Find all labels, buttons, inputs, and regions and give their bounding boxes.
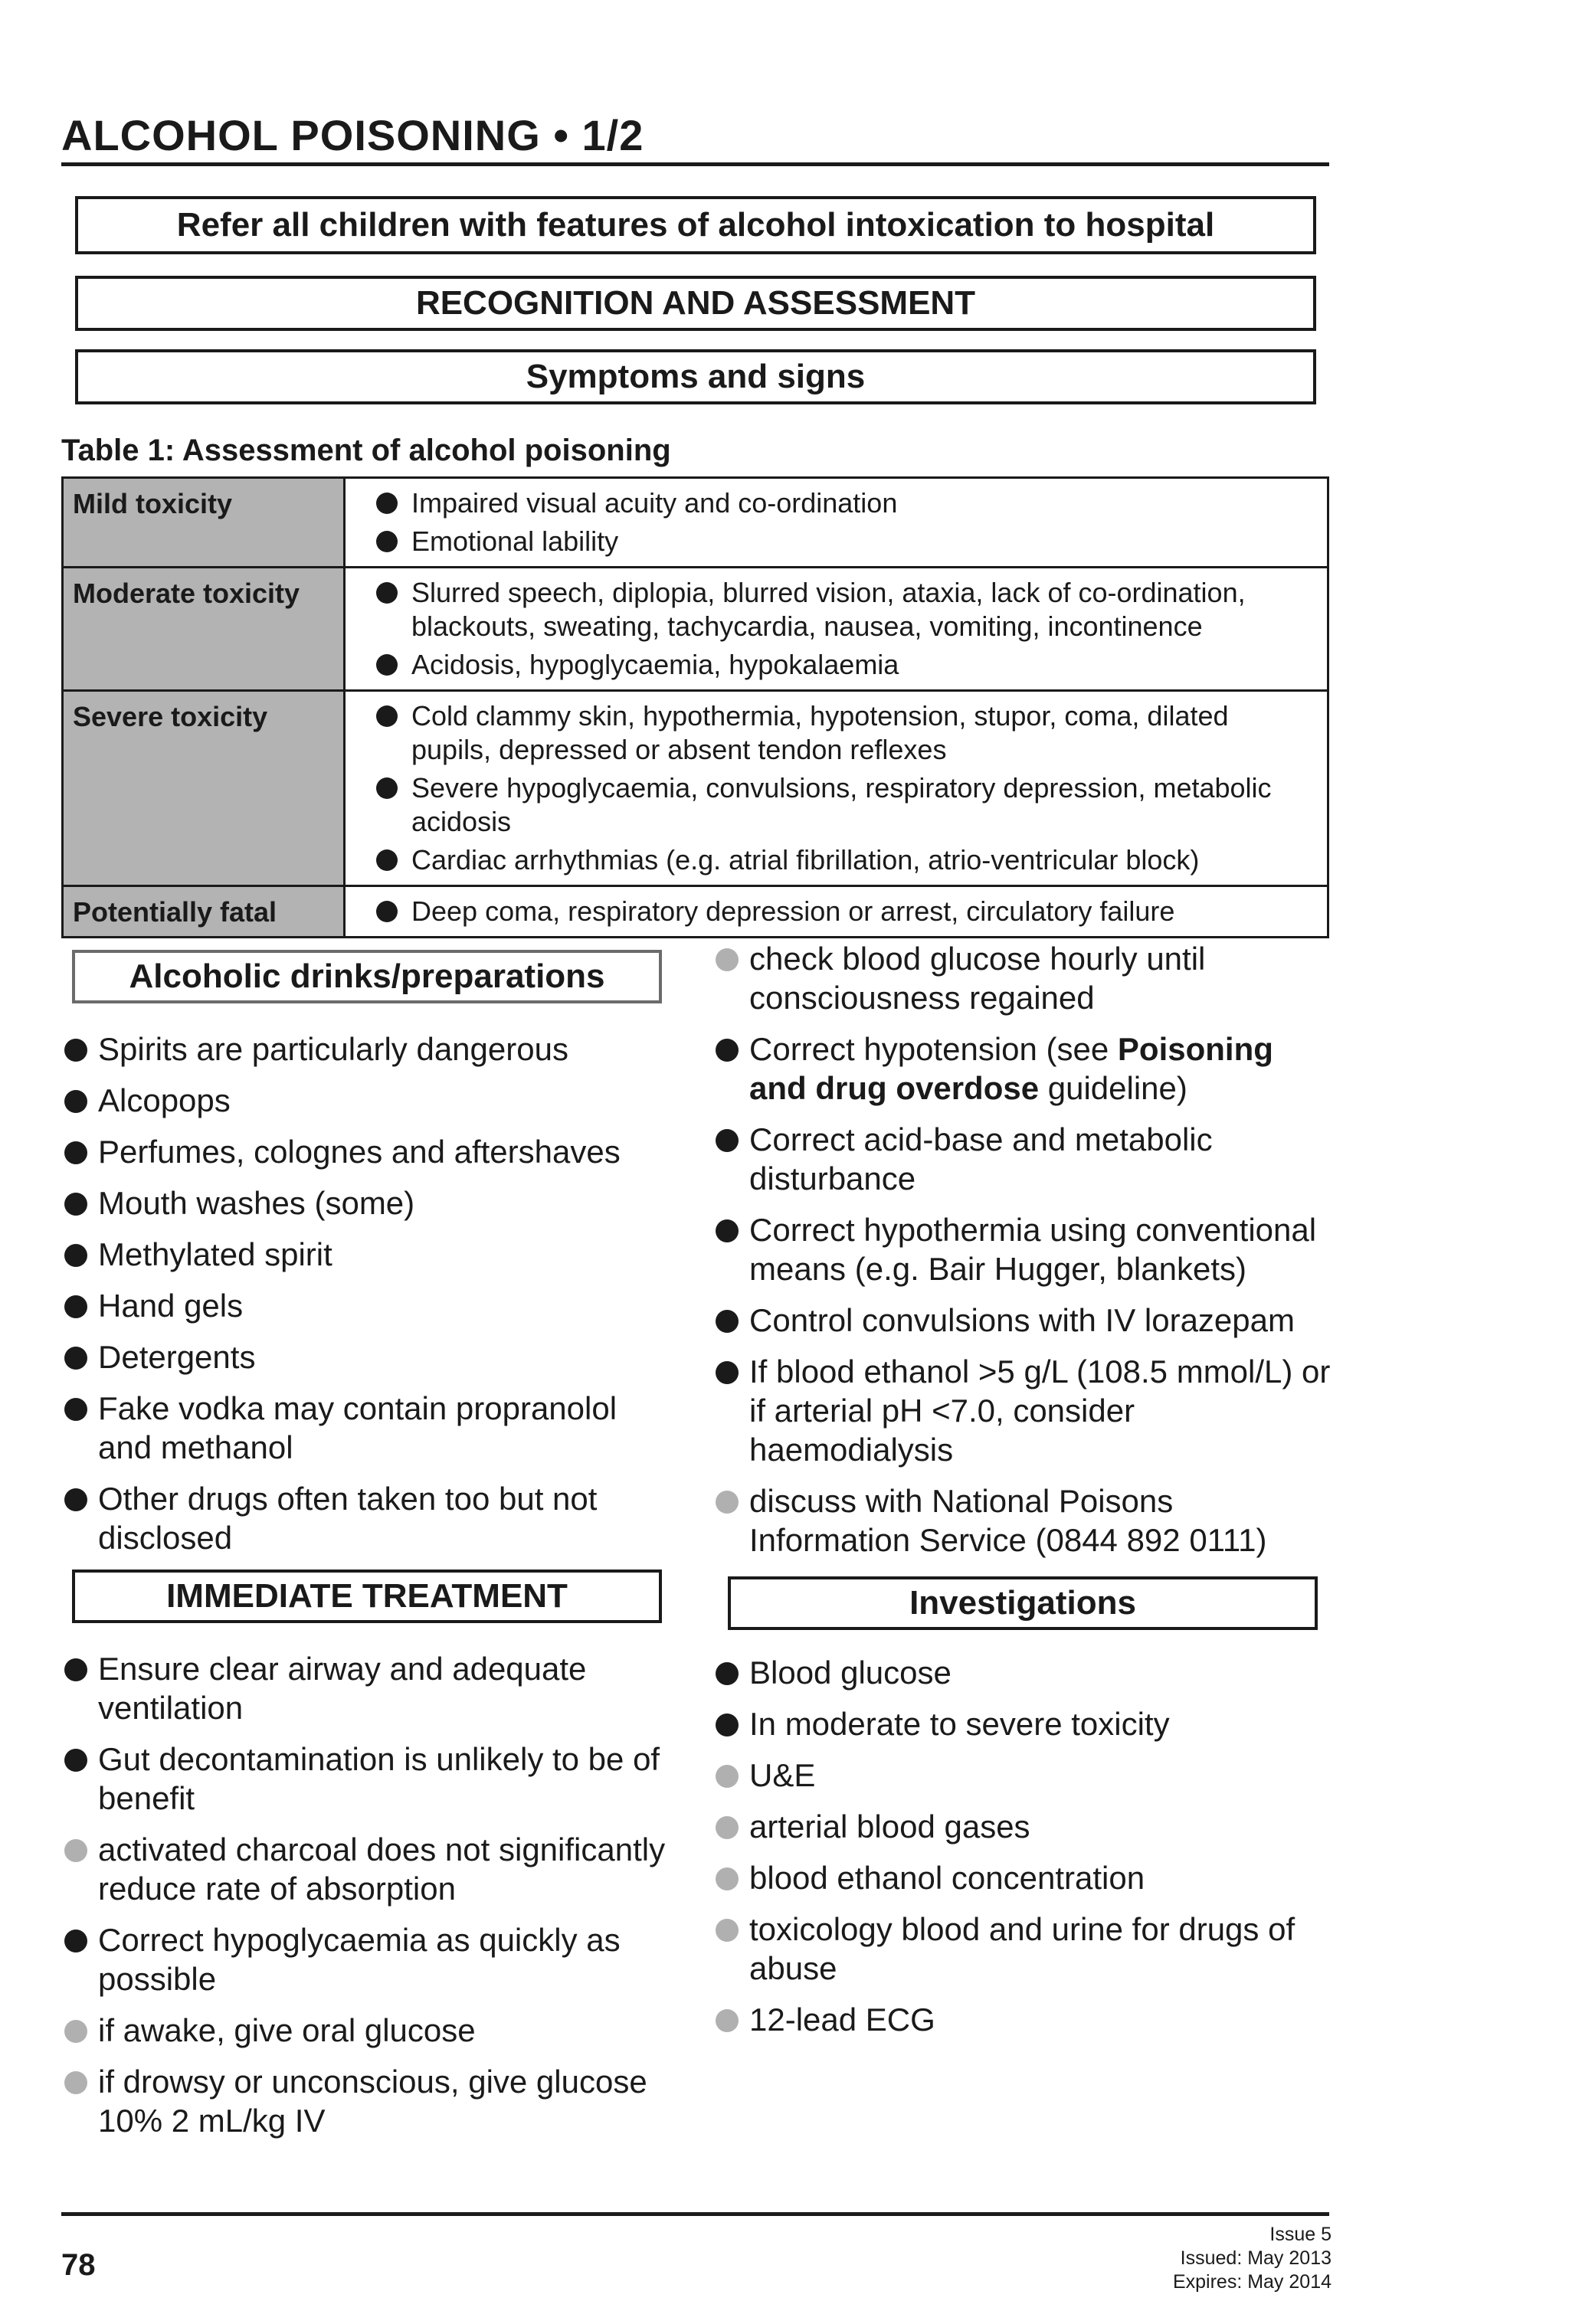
bullet-icon xyxy=(716,1491,739,1514)
footer-divider xyxy=(61,2212,1329,2216)
row-label: Mild toxicity xyxy=(64,479,346,566)
issue-info xyxy=(1173,2223,1332,2294)
bullet-icon xyxy=(64,2020,87,2043)
list-item: If blood ethanol >5 g/L (108.5 mmol/L) or if arterial pH <7.0, consider haemodialysis xyxy=(712,1352,1333,1469)
list-item: Mouth washes (some) xyxy=(61,1183,674,1223)
left-column xyxy=(61,950,674,2152)
expiry-date: Expires: May 2014 xyxy=(1172,2271,1332,2293)
bullet-icon xyxy=(716,1129,739,1152)
bullet-icon xyxy=(716,1310,739,1333)
guideline-reference: Poisoning and drug overdose xyxy=(749,1031,1273,1106)
bullet-icon xyxy=(376,705,398,727)
bullet-icon xyxy=(716,1361,739,1384)
bullet-icon xyxy=(716,948,739,971)
bullet-icon xyxy=(716,1714,739,1736)
bullet-icon xyxy=(64,1295,87,1318)
investigations-heading: Investigations xyxy=(728,1576,1318,1630)
bullet-icon xyxy=(376,531,398,552)
treatment-continued-list xyxy=(712,939,1333,1560)
row-label: Severe toxicity xyxy=(64,692,346,885)
immediate-treatment-heading: IMMEDIATE TREATMENT xyxy=(72,1570,662,1623)
list-item: Other drugs often taken too but not disclosed xyxy=(61,1479,674,1557)
table-item: Severe hypoglycaemia, convulsions, respiratory depression, metabolic acidosis xyxy=(376,771,1312,839)
row-label: Potentially fatal xyxy=(64,887,346,936)
table-item: Deep coma, respiratory depression or arrest, circulatory failure xyxy=(376,895,1312,928)
list-subitem: discuss with National Poisons Information Service (0844 892 0111) xyxy=(712,1481,1333,1560)
list-item: Perfumes, colognes and aftershaves xyxy=(61,1132,674,1171)
list-item: Detergents xyxy=(61,1337,674,1376)
list-item: Correct hypotension (see Poisoning and drug overdose guideline) xyxy=(712,1029,1333,1108)
bullet-icon xyxy=(64,1488,87,1511)
list-item: Alcopops xyxy=(61,1081,674,1120)
list-item: Fake vodka may contain propranolol and methanol xyxy=(61,1389,674,1467)
bullet-icon xyxy=(716,1816,739,1839)
bullet-icon xyxy=(716,1765,739,1788)
list-item: Ensure clear airway and adequate ventilation xyxy=(61,1649,674,1727)
list-subitem: check blood glucose hourly until consciousness regained xyxy=(712,939,1333,1017)
table-row-fatal xyxy=(64,885,1327,936)
list-subitem: arterial blood gases xyxy=(712,1807,1333,1846)
issued-date: Issued: May 2013 xyxy=(1180,2247,1332,2269)
bullet-icon xyxy=(376,777,398,799)
bullet-icon xyxy=(376,654,398,676)
table-item: Acidosis, hypoglycaemia, hypokalaemia xyxy=(376,648,1312,682)
bullet-icon xyxy=(716,1039,739,1062)
page-number: 78 xyxy=(61,2248,96,2282)
bullet-icon xyxy=(64,2071,87,2094)
investigations-list xyxy=(712,1653,1333,2039)
list-subitem: if awake, give oral glucose xyxy=(61,2011,674,2050)
table-item: Emotional lability xyxy=(376,525,1312,558)
list-item: Gut decontamination is unlikely to be of benefit xyxy=(61,1740,674,1818)
table-item: Cold clammy skin, hypothermia, hypotension, stupor, coma, dilated pupils, depressed or absent tendon reflexes xyxy=(376,699,1312,767)
drinks-heading: Alcoholic drinks/preparations xyxy=(72,950,662,1003)
bullet-icon xyxy=(64,1930,87,1952)
table-row-moderate xyxy=(64,566,1327,689)
list-item: Blood glucose xyxy=(712,1653,1333,1692)
refer-box: Refer all children with features of alcohol intoxication to hospital xyxy=(75,196,1316,254)
treatment-list xyxy=(61,1649,674,2140)
table-item: Impaired visual acuity and co-ordination xyxy=(376,486,1312,520)
list-item: Correct hypoglycaemia as quickly as possible xyxy=(61,1920,674,1998)
bullet-icon xyxy=(376,582,398,604)
bullet-icon xyxy=(64,1398,87,1421)
bullet-icon xyxy=(64,1347,87,1370)
bullet-icon xyxy=(64,1193,87,1216)
list-subitem: 12-lead ECG xyxy=(712,2000,1333,2039)
list-subitem: activated charcoal does not significantly reduce rate of absorption xyxy=(61,1830,674,1908)
list-item: Spirits are particularly dangerous xyxy=(61,1029,674,1069)
symptoms-heading: Symptoms and signs xyxy=(75,349,1316,404)
page-title: ALCOHOL POISONING • 1/2 xyxy=(61,111,644,159)
row-label: Moderate toxicity xyxy=(64,568,346,689)
list-subitem: toxicology blood and urine for drugs of abuse xyxy=(712,1910,1333,1988)
bullet-icon xyxy=(64,1658,87,1681)
bullet-icon xyxy=(716,1867,739,1890)
table-item: Cardiac arrhythmias (e.g. atrial fibrillation, atrio-ventricular block) xyxy=(376,843,1312,877)
list-subitem: U&E xyxy=(712,1756,1333,1795)
right-column xyxy=(712,939,1333,2051)
table-row-mild xyxy=(64,479,1327,566)
list-item: Control convulsions with IV lorazepam xyxy=(712,1301,1333,1340)
bullet-icon xyxy=(716,1219,739,1242)
list-item: In moderate to severe toxicity xyxy=(712,1704,1333,1743)
bullet-icon xyxy=(64,1244,87,1267)
table-item: Slurred speech, diplopia, blurred vision, ataxia, lack of co-ordination, blackouts, sweating, tachycardia, nausea, vomiting, incontinence xyxy=(376,576,1312,643)
table-caption: Table 1: Assessment of alcohol poisoning xyxy=(61,434,671,467)
list-item: Correct acid-base and metabolic disturbance xyxy=(712,1120,1333,1198)
bullet-icon xyxy=(716,2009,739,2032)
list-subitem: blood ethanol concentration xyxy=(712,1858,1333,1897)
bullet-icon xyxy=(64,1090,87,1113)
drinks-list xyxy=(61,1029,674,1557)
recognition-heading: RECOGNITION AND ASSESSMENT xyxy=(75,276,1316,331)
bullet-icon xyxy=(376,493,398,514)
bullet-icon xyxy=(64,1039,87,1062)
bullet-icon xyxy=(716,1662,739,1685)
list-item: Correct hypothermia using conventional means (e.g. Bair Hugger, blankets) xyxy=(712,1210,1333,1288)
bullet-icon xyxy=(64,1839,87,1862)
bullet-icon xyxy=(376,901,398,922)
bullet-icon xyxy=(64,1749,87,1772)
list-subitem: if drowsy or unconscious, give glucose 10% 2 mL/kg IV xyxy=(61,2062,674,2140)
list-item: Methylated spirit xyxy=(61,1235,674,1274)
bullet-icon xyxy=(64,1141,87,1164)
list-item: Hand gels xyxy=(61,1286,674,1325)
assessment-table xyxy=(61,476,1329,938)
table-row-severe xyxy=(64,689,1327,885)
bullet-icon xyxy=(376,849,398,871)
title-divider xyxy=(61,162,1329,166)
bullet-icon xyxy=(716,1919,739,1942)
issue-number: Issue 5 xyxy=(1269,2224,1332,2245)
